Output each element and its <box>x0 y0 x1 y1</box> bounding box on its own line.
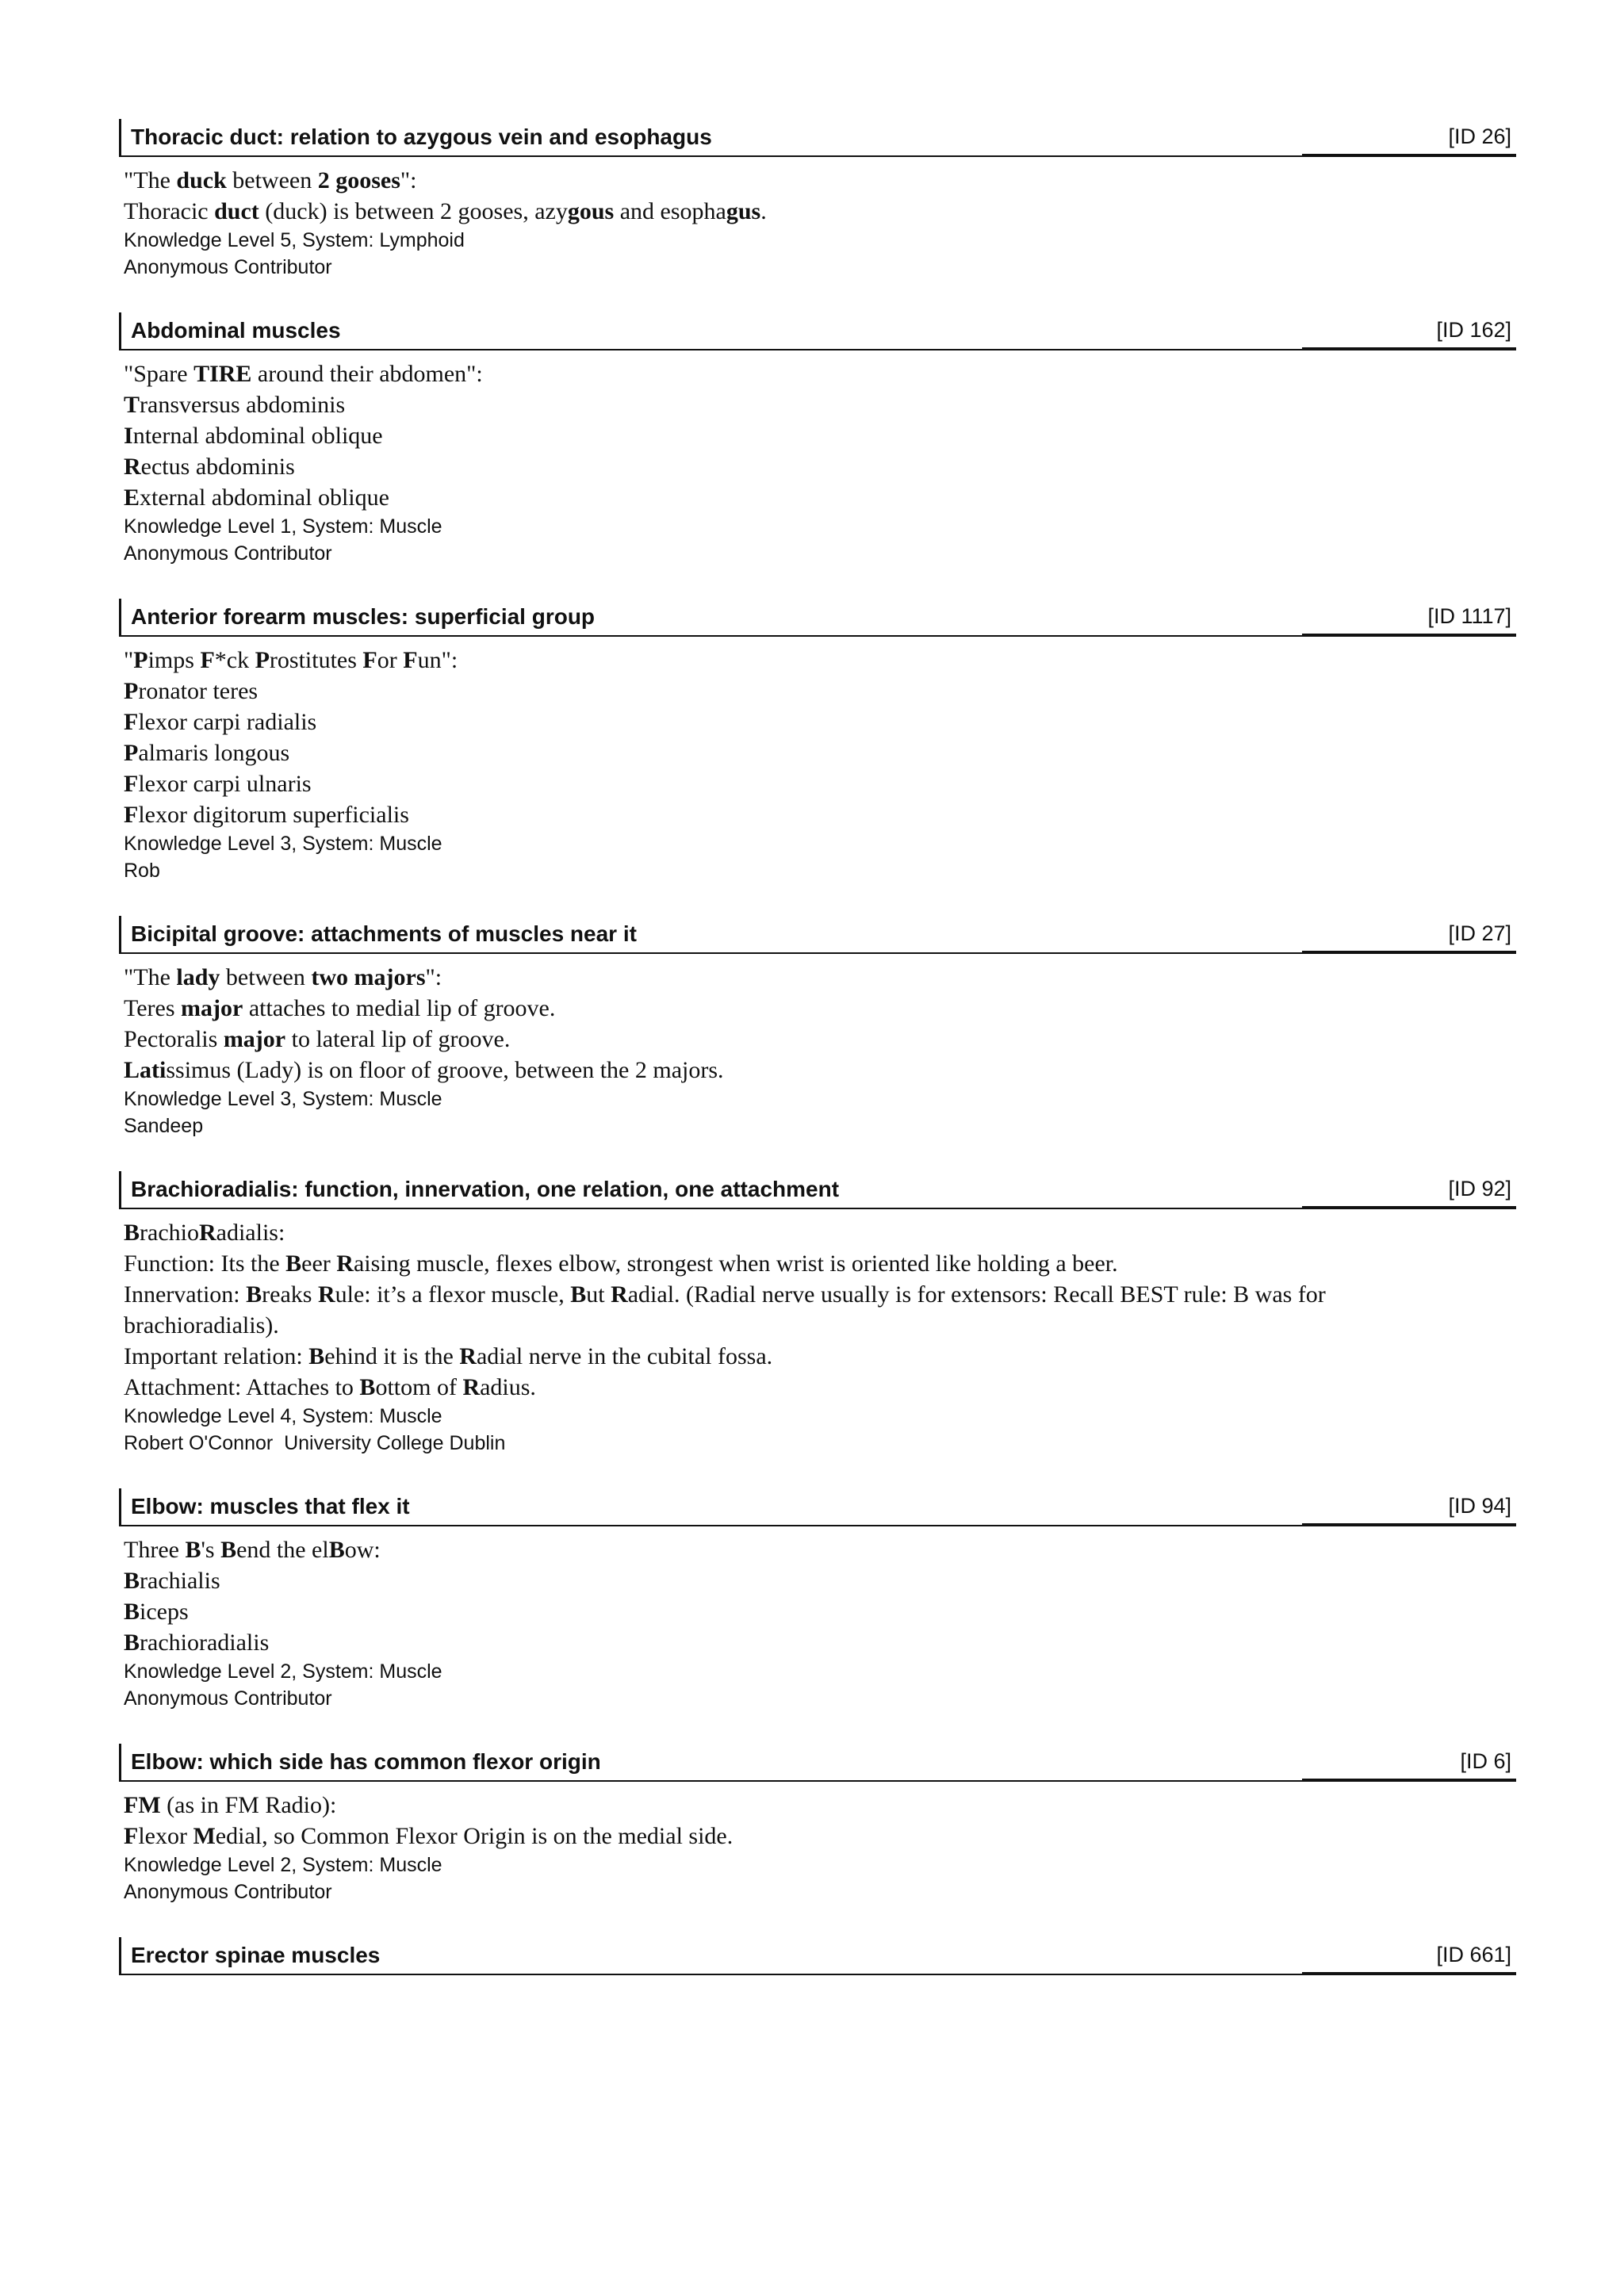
mnemonic-emphasis: F <box>124 709 139 735</box>
mnemonic-emphasis: R <box>336 1250 354 1277</box>
mnemonic-list <box>119 119 1516 2007</box>
mnemonic-body <box>119 1534 1516 1658</box>
mnemonic-text: rachioradialis <box>140 1630 270 1656</box>
mnemonic-emphasis: major <box>181 995 243 1021</box>
mnemonic-emphasis: B <box>124 1220 140 1246</box>
mnemonic-text: Pectoralis <box>124 1026 224 1052</box>
mnemonic-line <box>124 799 1516 830</box>
mnemonic-line <box>124 1372 1516 1403</box>
mnemonic-text: around their abdomen": <box>251 361 483 387</box>
mnemonic-entry <box>119 119 1516 281</box>
mnemonic-text: reaks <box>262 1281 318 1308</box>
entry-title: Brachioradialis: function, innervation, one relation, one attachment <box>131 1177 840 1201</box>
mnemonic-body <box>119 1217 1516 1403</box>
mnemonic-body <box>119 358 1516 513</box>
mnemonic-emphasis: B <box>246 1281 262 1308</box>
mnemonic-emphasis: T <box>124 392 140 418</box>
mnemonic-body <box>119 1790 1516 1852</box>
mnemonic-line <box>124 1596 1516 1627</box>
mnemonic-text: almaris longous <box>138 740 290 766</box>
mnemonic-line <box>124 165 1516 196</box>
entry-title: Abdominal muscles <box>131 318 341 343</box>
mnemonic-emphasis: F <box>124 1823 139 1849</box>
entry-header <box>119 119 1516 157</box>
mnemonic-line <box>124 420 1516 451</box>
mnemonic-entry <box>119 1744 1516 1905</box>
contributor: Rob <box>124 860 160 882</box>
contributor: Sandeep <box>124 1115 204 1137</box>
mnemonic-text: Teres <box>124 995 182 1021</box>
mnemonic-emphasis: duct <box>214 198 259 224</box>
mnemonic-text: between <box>220 964 312 990</box>
mnemonic-text: iceps <box>140 1599 189 1625</box>
knowledge-level: Knowledge Level 2, System: Muscle <box>124 1660 442 1683</box>
mnemonic-text: adius. <box>480 1374 536 1400</box>
entry-header <box>119 599 1516 637</box>
mnemonic-emphasis: B <box>285 1250 302 1277</box>
mnemonic-emphasis: B <box>328 1537 345 1563</box>
id-rule <box>1302 1206 1516 1209</box>
mnemonic-text: ehind it is the <box>324 1343 460 1369</box>
mnemonic-text: ule: it’s a flexor muscle, <box>335 1281 571 1308</box>
mnemonic-text: end the el <box>236 1537 329 1563</box>
mnemonic-line <box>124 1217 1516 1248</box>
mnemonic-emphasis: Lati <box>124 1057 167 1083</box>
entry-title: Bicipital groove: attachments of muscles near it <box>131 921 637 946</box>
mnemonic-text: rostitutes <box>269 647 363 673</box>
knowledge-level: Knowledge Level 3, System: Muscle <box>124 833 442 855</box>
mnemonic-text: (as in FM Radio): <box>160 1792 337 1818</box>
contributor: Anonymous Contributor <box>124 1881 332 1903</box>
id-rule <box>1302 347 1516 350</box>
mnemonic-text: 's <box>201 1537 221 1563</box>
mnemonic-text: lexor carpi radialis <box>138 709 317 735</box>
mnemonic-text: imps <box>147 647 201 673</box>
mnemonic-emphasis: B <box>220 1537 237 1563</box>
mnemonic-text: " <box>124 647 134 673</box>
mnemonic-emphasis: R <box>317 1281 335 1308</box>
mnemonic-text: "Spare <box>124 361 194 387</box>
mnemonic-text: to lateral lip of groove. <box>285 1026 511 1052</box>
mnemonic-text: lexor <box>138 1823 193 1849</box>
mnemonic-text: ottom of <box>375 1374 463 1400</box>
mnemonic-text: ronator teres <box>138 678 259 704</box>
mnemonic-line <box>124 1279 1516 1310</box>
mnemonic-text: rachialis <box>140 1568 220 1594</box>
entry-id: [ID 26] <box>1448 124 1511 148</box>
mnemonic-emphasis: B <box>570 1281 587 1308</box>
mnemonic-emphasis: B <box>124 1630 140 1656</box>
mnemonic-text: lexor carpi ulnaris <box>138 771 312 797</box>
knowledge-level: Knowledge Level 5, System: Lymphoid <box>124 229 465 251</box>
mnemonic-line <box>124 993 1516 1024</box>
mnemonic-entry <box>119 312 1516 567</box>
mnemonic-emphasis: P <box>255 647 270 673</box>
mnemonic-line <box>124 1790 1516 1821</box>
mnemonic-entry <box>119 1171 1516 1457</box>
mnemonic-line <box>124 389 1516 420</box>
mnemonic-text: lexor digitorum superficialis <box>138 802 409 828</box>
mnemonic-text: ectus abdominis <box>140 454 295 480</box>
entry-header <box>119 916 1516 954</box>
mnemonic-text: . <box>760 198 767 224</box>
mnemonic-text: ransversus abdominis <box>140 392 346 418</box>
mnemonic-entry <box>119 599 1516 884</box>
entry-header <box>119 1171 1516 1209</box>
entry-id: [ID 162] <box>1436 318 1511 342</box>
entry-id: [ID 27] <box>1448 921 1511 945</box>
mnemonic-emphasis: B <box>308 1343 325 1369</box>
mnemonic-text: xternal abdominal oblique <box>140 484 389 511</box>
mnemonic-line <box>124 1341 1516 1372</box>
mnemonic-emphasis: R <box>611 1281 628 1308</box>
mnemonic-emphasis: F <box>362 647 377 673</box>
mnemonic-emphasis: lady <box>176 964 220 990</box>
mnemonic-entry <box>119 916 1516 1139</box>
contributor: Anonymous Contributor <box>124 542 332 565</box>
mnemonic-line <box>124 1821 1516 1852</box>
mnemonic-emphasis: B <box>359 1374 376 1400</box>
entry-id: [ID 92] <box>1448 1177 1511 1201</box>
mnemonic-line <box>124 1627 1516 1658</box>
entry-header <box>119 1937 1516 1975</box>
mnemonic-body <box>119 962 1516 1086</box>
mnemonic-line <box>124 676 1516 707</box>
mnemonic-emphasis: P <box>124 740 139 766</box>
mnemonic-emphasis: E <box>124 484 140 511</box>
mnemonic-line <box>124 645 1516 676</box>
mnemonic-text: eer <box>301 1250 337 1277</box>
knowledge-level: Knowledge Level 4, System: Muscle <box>124 1405 442 1427</box>
mnemonic-line <box>124 358 1516 389</box>
mnemonic-text: nternal abdominal oblique <box>132 423 383 449</box>
mnemonic-body <box>119 165 1516 227</box>
entry-id: [ID 94] <box>1448 1494 1511 1518</box>
id-rule <box>1302 154 1516 157</box>
mnemonic-text: Important relation: <box>124 1343 309 1369</box>
mnemonic-emphasis: F <box>403 647 418 673</box>
entry-header <box>119 1488 1516 1526</box>
mnemonic-body <box>119 645 1516 830</box>
mnemonic-text: adial nerve in the cubital fossa. <box>476 1343 773 1369</box>
mnemonic-line <box>124 1024 1516 1055</box>
entry-id: [ID 661] <box>1436 1943 1511 1967</box>
mnemonic-emphasis: R <box>462 1374 481 1400</box>
mnemonic-emphasis: F <box>124 802 139 828</box>
mnemonic-text: Thoracic <box>124 198 215 224</box>
mnemonic-emphasis: B <box>185 1537 201 1563</box>
entry-id: [ID 1117] <box>1427 604 1511 628</box>
knowledge-level: Knowledge Level 1, System: Muscle <box>124 515 442 538</box>
id-rule <box>1302 1972 1516 1975</box>
mnemonic-emphasis: R <box>198 1220 216 1246</box>
knowledge-level: Knowledge Level 3, System: Muscle <box>124 1088 442 1110</box>
mnemonic-text: brachioradialis). <box>124 1312 279 1338</box>
mnemonic-emphasis: F <box>124 771 139 797</box>
mnemonic-text: Function: Its the <box>124 1250 286 1277</box>
knowledge-level: Knowledge Level 2, System: Muscle <box>124 1854 442 1876</box>
mnemonic-text: edial, so Common Flexor Origin is on the medial side. <box>215 1823 733 1849</box>
mnemonic-entry <box>119 1937 1516 1975</box>
mnemonic-text: between <box>226 167 318 193</box>
mnemonic-emphasis: two majors <box>311 964 426 990</box>
mnemonic-emphasis: FM <box>124 1792 161 1818</box>
mnemonic-emphasis: F <box>200 647 215 673</box>
mnemonic-text: Attachment: Attaches to <box>124 1374 360 1400</box>
mnemonic-text: attaches to medial lip of groove. <box>243 995 556 1021</box>
mnemonic-line <box>124 1055 1516 1086</box>
mnemonic-emphasis: R <box>124 454 141 480</box>
mnemonic-text: ut <box>586 1281 611 1308</box>
mnemonic-emphasis: P <box>133 647 148 673</box>
mnemonic-text: adialis: <box>216 1220 285 1246</box>
mnemonic-line <box>124 707 1516 737</box>
mnemonic-line <box>124 196 1516 227</box>
mnemonic-emphasis: 2 gooses <box>317 167 400 193</box>
mnemonic-line <box>124 1565 1516 1596</box>
mnemonic-line <box>124 1310 1516 1341</box>
mnemonic-emphasis: I <box>124 423 133 449</box>
contributor: Robert O'Connor University College Dublin <box>124 1432 506 1454</box>
entry-title: Elbow: muscles that flex it <box>131 1494 410 1518</box>
mnemonic-text: adial. (Radial nerve usually is for extensors: Recall BEST rule: B was for <box>627 1281 1326 1308</box>
entry-title: Anterior forearm muscles: superficial group <box>131 604 596 629</box>
mnemonic-emphasis: B <box>124 1599 140 1625</box>
mnemonic-text: or <box>377 647 404 673</box>
entry-header <box>119 1744 1516 1782</box>
mnemonic-text: (duck) is between 2 gooses, azy <box>259 198 568 224</box>
mnemonic-emphasis: B <box>124 1568 140 1594</box>
contributor: Anonymous Contributor <box>124 1687 332 1710</box>
mnemonic-emphasis: M <box>193 1823 216 1849</box>
id-rule <box>1302 951 1516 954</box>
mnemonic-text: *ck <box>214 647 255 673</box>
entry-title: Elbow: which side has common flexor origin <box>131 1749 601 1774</box>
mnemonic-text: rachio <box>140 1220 199 1246</box>
id-rule <box>1302 1523 1516 1526</box>
mnemonic-text: ssimus (Lady) is on floor of groove, between the 2 majors. <box>166 1057 724 1083</box>
mnemonic-line <box>124 1534 1516 1565</box>
entry-header <box>119 312 1516 350</box>
mnemonic-text: ow: <box>344 1537 381 1563</box>
mnemonic-text: "The <box>124 167 177 193</box>
contributor: Anonymous Contributor <box>124 256 332 278</box>
mnemonic-emphasis: gus <box>726 198 761 224</box>
mnemonic-emphasis: duck <box>176 167 227 193</box>
mnemonic-line <box>124 1248 1516 1279</box>
entry-title: Thoracic duct: relation to azygous vein and esophagus <box>131 124 712 149</box>
mnemonic-line <box>124 768 1516 799</box>
id-rule <box>1302 634 1516 637</box>
mnemonic-text: Innervation: <box>124 1281 247 1308</box>
mnemonic-text: ": <box>425 964 442 990</box>
entry-title: Erector spinae muscles <box>131 1943 381 1967</box>
mnemonic-text: ": <box>400 167 417 193</box>
mnemonic-line <box>124 962 1516 993</box>
mnemonic-emphasis: gous <box>567 198 615 224</box>
mnemonic-line <box>124 451 1516 482</box>
id-rule <box>1302 1779 1516 1782</box>
mnemonic-text: aising muscle, flexes elbow, strongest when wrist is oriented like holding a beer. <box>353 1250 1118 1277</box>
mnemonic-entry <box>119 1488 1516 1712</box>
mnemonic-emphasis: major <box>223 1026 286 1052</box>
mnemonic-text: un": <box>417 647 458 673</box>
mnemonic-text: Three <box>124 1537 186 1563</box>
mnemonic-emphasis: R <box>459 1343 477 1369</box>
entry-id: [ID 6] <box>1460 1749 1511 1773</box>
mnemonic-emphasis: TIRE <box>193 361 252 387</box>
mnemonic-line <box>124 482 1516 513</box>
mnemonic-text: "The <box>124 964 177 990</box>
mnemonic-line <box>124 737 1516 768</box>
mnemonic-emphasis: P <box>124 678 139 704</box>
mnemonic-text: and esopha <box>614 198 726 224</box>
